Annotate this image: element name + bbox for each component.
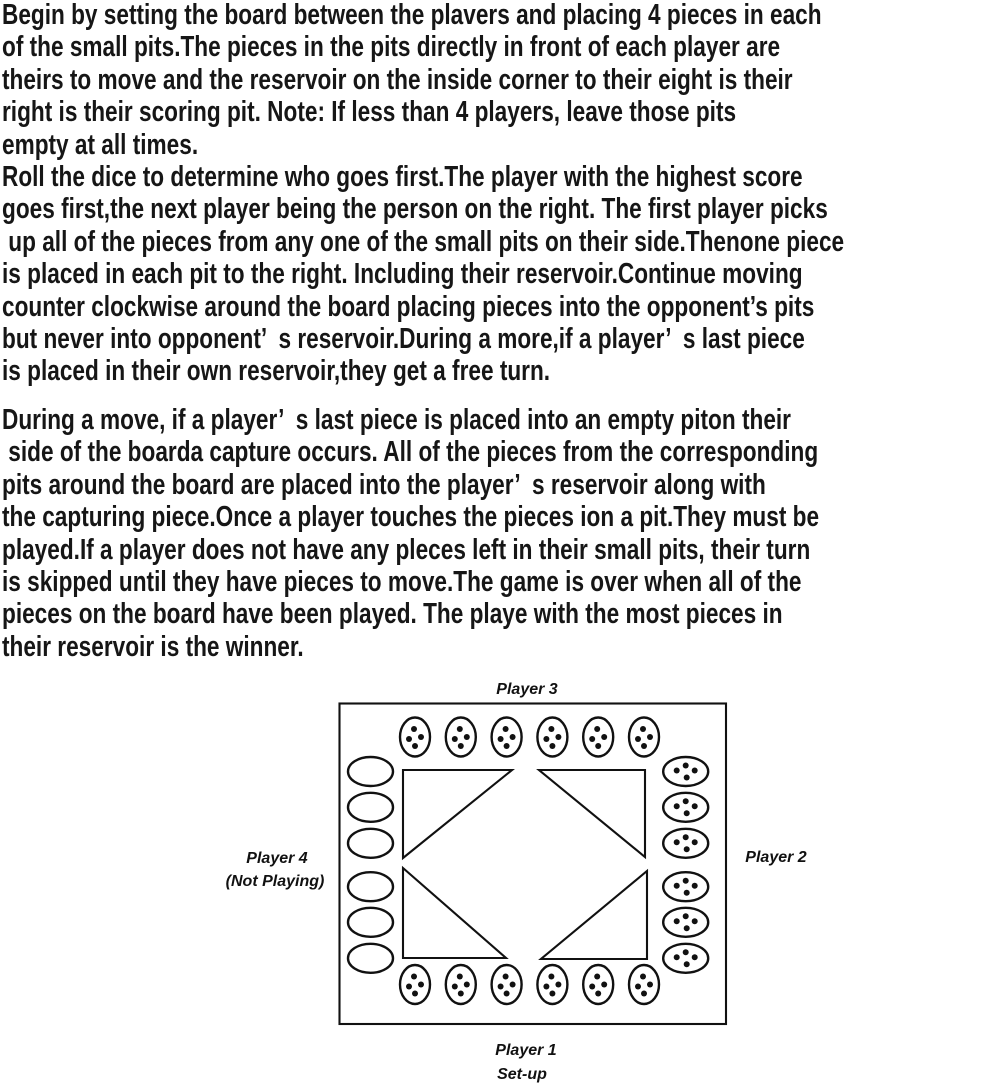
piece-dot — [555, 734, 561, 740]
piece-dot — [543, 984, 549, 990]
piece-dot — [647, 734, 653, 740]
piece-dot — [498, 736, 504, 742]
text-line: pieces on the board have been played. The playe with the most pieces in — [2, 598, 783, 631]
piece-dot — [635, 984, 641, 990]
piece-dot — [452, 736, 458, 742]
piece-dot — [684, 846, 690, 852]
text-line: During a move, if a player’ s last piece is placed into an empty piton their — [2, 404, 791, 436]
piece-dot — [683, 798, 689, 804]
piece-dot — [418, 982, 424, 988]
piece-dot — [504, 743, 510, 749]
piece-dot — [601, 734, 607, 740]
pit-top — [400, 718, 430, 757]
reservoir-triangle — [403, 868, 506, 958]
pit-top — [537, 718, 567, 757]
pit-bottom — [400, 965, 430, 1004]
pit-right — [663, 944, 708, 973]
piece-dot — [684, 890, 690, 896]
board-outline — [340, 704, 727, 1025]
text-line: up all of the pieces from any one of the small pits on their side.Thenone piece — [2, 225, 845, 258]
piece-dot — [510, 734, 516, 740]
piece-dot — [692, 918, 698, 924]
pit-bottom — [583, 965, 613, 1004]
pit-top — [446, 718, 476, 757]
piece-dot — [555, 982, 561, 988]
piece-dot — [549, 743, 555, 749]
pit-bottom — [537, 965, 567, 1004]
piece-dot — [503, 974, 509, 980]
text-line: counter clockwise around the board placing pieces into the opponent’s pits — [2, 290, 815, 323]
piece-dot — [684, 961, 690, 967]
piece-dot — [692, 883, 698, 889]
piece-dot — [594, 726, 600, 732]
piece-dot — [548, 726, 554, 732]
piece-dot — [684, 810, 690, 816]
piece-dot — [683, 913, 689, 919]
piece-dot — [674, 803, 680, 809]
text-line: side of the boarda capture occurs. All of the pieces from the corresponding — [2, 436, 819, 469]
pit-left — [348, 908, 393, 937]
text-line: is placed in each pit to the right. Including their reservoir.Continue moving — [2, 258, 803, 291]
pit-right — [663, 757, 708, 786]
reservoir-triangle — [541, 871, 647, 959]
piece-dot — [640, 726, 646, 732]
piece-dot — [457, 974, 463, 980]
pit-left — [348, 757, 393, 786]
piece-dot — [543, 736, 549, 742]
piece-dot — [674, 839, 680, 845]
piece-dot — [692, 954, 698, 960]
piece-dot — [452, 984, 458, 990]
piece-dot — [503, 726, 509, 732]
text-line: Roll the dice to determine who goes first.The player with the highest score — [2, 161, 803, 193]
text-line: is skipped until they have pieces to move.The game is over when all of the — [2, 566, 802, 599]
player-4-label: Player 4 — [246, 850, 308, 867]
pit-left — [348, 829, 393, 858]
piece-dot — [683, 763, 689, 769]
piece-dot — [504, 991, 510, 997]
pit-bottom — [446, 965, 476, 1004]
piece-dot — [594, 974, 600, 980]
piece-dot — [683, 834, 689, 840]
piece-dot — [549, 991, 555, 997]
pit-left — [348, 793, 393, 822]
text-line: right is their scoring pit. Note: If less than 4 players, leave those pits — [2, 96, 737, 129]
text-line: empty at all times. — [2, 128, 199, 161]
player-1-label: Player 1 — [495, 1042, 557, 1059]
piece-dot — [641, 743, 647, 749]
rules-paragraph-capture — [2, 404, 1000, 663]
text-line: goes first,the next player being the person on the right. The first player picks — [2, 193, 828, 226]
piece-dot — [457, 726, 463, 732]
piece-dot — [458, 743, 464, 749]
piece-dot — [406, 984, 412, 990]
piece-dot — [464, 734, 470, 740]
pit-bottom — [629, 965, 659, 1004]
piece-dot — [674, 768, 680, 774]
text-line: but never into opponent’ s reservoir.During a more,if a player’ s last piece — [2, 323, 805, 356]
piece-dot — [674, 918, 680, 924]
piece-dot — [458, 991, 464, 997]
piece-dot — [595, 991, 601, 997]
piece-dot — [640, 974, 646, 980]
piece-dot — [589, 984, 595, 990]
pit-top — [583, 718, 613, 757]
piece-dot — [601, 982, 607, 988]
piece-dot — [464, 982, 470, 988]
text-line: played.If a player does not have any pleces left in their small pits, their turn — [2, 533, 811, 566]
piece-dot — [647, 982, 653, 988]
piece-dot — [406, 736, 412, 742]
piece-dot — [589, 736, 595, 742]
piece-dot — [674, 954, 680, 960]
pit-top — [492, 718, 522, 757]
piece-dot — [641, 991, 647, 997]
piece-dot — [684, 775, 690, 781]
piece-dot — [595, 743, 601, 749]
pit-top — [629, 718, 659, 757]
rules-paragraph-setup — [2, 0, 1000, 161]
piece-dot — [412, 991, 418, 997]
pit-right — [663, 908, 708, 937]
piece-dot — [498, 984, 504, 990]
pit-right — [663, 793, 708, 822]
text-line: Begin by setting the board between the plavers and placing 4 pieces in each — [2, 0, 822, 31]
piece-dot — [418, 734, 424, 740]
piece-dot — [674, 883, 680, 889]
piece-dot — [692, 803, 698, 809]
pit-left — [348, 944, 393, 973]
piece-dot — [683, 878, 689, 884]
pit-bottom — [492, 965, 522, 1004]
piece-dot — [692, 839, 698, 845]
player-2-label: Player 2 — [745, 849, 807, 866]
pit-left — [348, 872, 393, 901]
pit-right — [663, 829, 708, 858]
text-line: theirs to move and the reservoir on the inside corner to their eight is their — [2, 63, 793, 96]
pit-right — [663, 872, 708, 901]
piece-dot — [548, 974, 554, 980]
text-line: is placed in their own reservoir,they get a free turn. — [2, 355, 551, 388]
setup-caption: Set-up — [497, 1066, 547, 1083]
reservoir-triangle — [539, 770, 645, 857]
text-line: pits around the board are placed into the player’ s reservoir along with — [2, 468, 766, 501]
piece-dot — [412, 743, 418, 749]
rules-paragraph-play — [2, 161, 1000, 388]
player-4-not-playing-label: (Not Playing) — [225, 873, 325, 890]
text-line: the capturing piece.Once a player touches the pieces ion a pit.They must be — [2, 501, 820, 534]
piece-dot — [635, 736, 641, 742]
piece-dot — [411, 974, 417, 980]
text-line: of the small pits.The pieces in the pits directly in front of each player are — [2, 31, 781, 64]
piece-dot — [411, 726, 417, 732]
reservoir-triangle — [403, 770, 512, 858]
piece-dot — [683, 949, 689, 955]
piece-dot — [510, 982, 516, 988]
piece-dot — [692, 768, 698, 774]
text-line: their reservoir is the winner. — [2, 630, 304, 663]
piece-dot — [684, 925, 690, 931]
player-3-label: Player 3 — [496, 681, 558, 698]
